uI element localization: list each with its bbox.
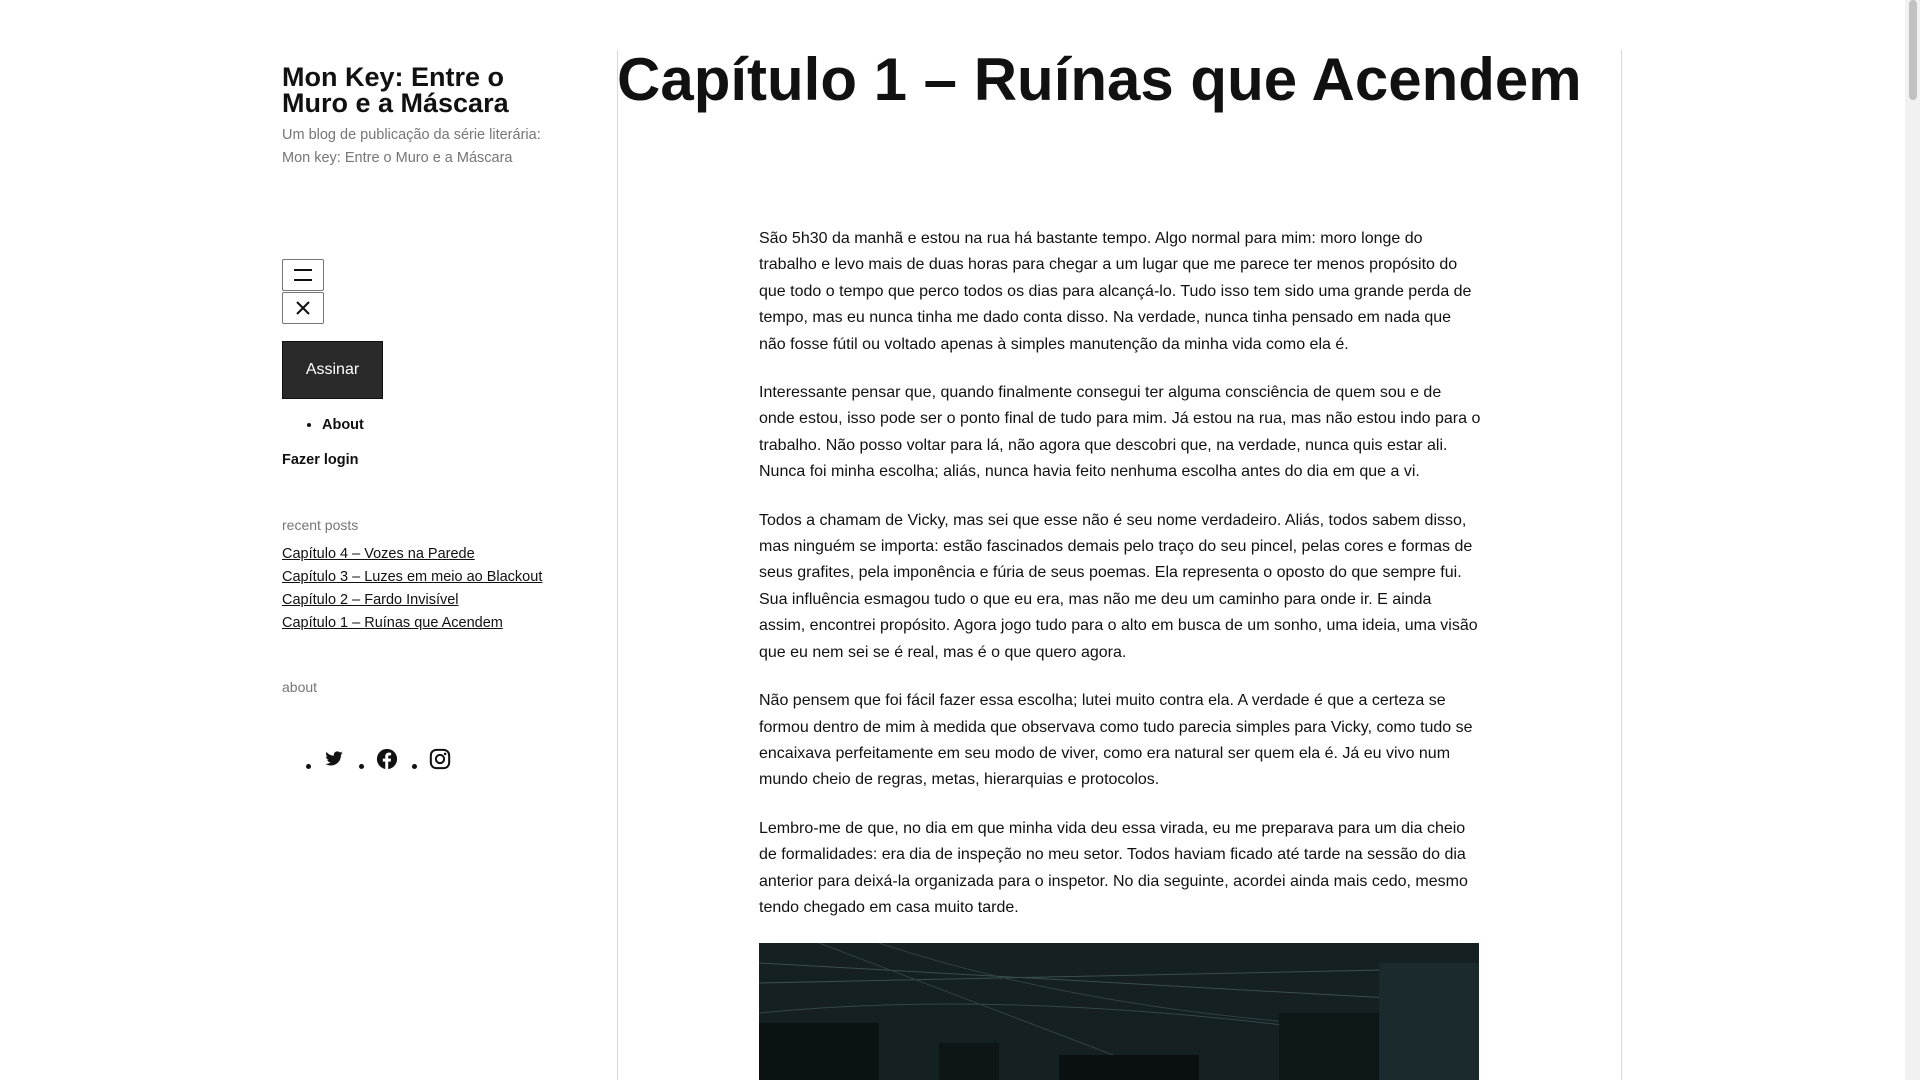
page-scrollbar[interactable]	[1905, 0, 1920, 1080]
site-description: Um blog de publicação da série literária: Mon key: Entre o Muro e a Máscara	[282, 127, 541, 166]
post-paragraph: Interessante pensar que, quando finalmente consegui ter alguma consciência de quem sou e de onde estou, isso pode ser o ponto final de tudo para mim. Já estou na rua, mas não estou indo para o trabalho. Não posso voltar para lá, não agora que descobri que, na verdade, nunca quis estar ali. Nunca foi minha escolha; aliás, nunca havia feito nenhuma escolha antes do dia em que a vi.	[759, 384, 1481, 481]
post-paragraph: Não pensem que foi fácil fazer essa escolha; lutei muito contra ela. A verdade é que a certeza se formou dentro de mim à medida que observava como tudo parecia simples para Vicky, como tudo se encaixava perfeitamente em seu modo de viver, como era natural ser quem ela é. Já eu vivo num mundo cheio de regras, metas, hierarquias e protocolos.	[759, 692, 1473, 789]
list-bullet	[359, 764, 364, 769]
twitter-icon	[323, 748, 345, 768]
recent-post-item	[282, 591, 542, 614]
facebook-icon	[376, 748, 398, 770]
content-divider-right	[1621, 50, 1622, 1080]
recent-posts-heading: recent posts	[282, 517, 359, 533]
nav-item-about[interactable]: • About	[322, 415, 364, 435]
subscribe-button[interactable]: Assinar	[282, 341, 383, 399]
city-night-illustration	[759, 943, 1479, 1080]
menu-open-button[interactable]	[282, 259, 324, 291]
recent-post-link[interactable]: Capítulo 3 – Luzes em meio ao Blackout	[282, 569, 543, 585]
close-icon	[295, 300, 311, 316]
content-divider-left	[617, 50, 618, 1080]
menu-close-button[interactable]	[282, 292, 324, 324]
recent-post-link[interactable]: Capítulo 4 – Vozes na Parede	[282, 546, 475, 562]
social-links	[306, 748, 465, 770]
post-content	[759, 226, 1481, 943]
primary-nav	[282, 415, 364, 435]
recent-post-item	[282, 568, 542, 591]
recent-post-link[interactable]: Capítulo 2 – Fardo Invisível	[282, 592, 459, 608]
about-heading: about	[282, 679, 318, 695]
recent-post-link[interactable]: Capítulo 1 – Ruínas que Acendem	[282, 615, 503, 631]
post-paragraph: São 5h30 da manhã e estou na rua há bastante tempo. Algo normal para mim: moro longe do trabalho e levo mais de duas horas para chegar a um lugar que me parece ter menos propósito do que todo o tempo que perco todos os dias para alcançá-lo. Tudo isso tem sido uma grande perda de tempo, mas eu nunca tinha me dado conta disso. Na verdade, nunca tinha pensado em nada que não fosse fútil ou voltado apenas à simples manutenção da minha vida como ela é.	[759, 230, 1472, 353]
post-title: Capítulo 1 – Ruínas que Acendem	[617, 46, 1582, 113]
recent-post-item	[282, 614, 542, 637]
post-featured-image	[759, 943, 1479, 1080]
list-bullet	[412, 764, 417, 769]
instagram-icon	[429, 748, 451, 770]
facebook-link[interactable]	[376, 748, 398, 770]
post-paragraph: Lembro-me de que, no dia em que minha vida deu essa virada, eu me preparava para um dia cheio de formalidades: era dia de inspeção no meu setor. Todos haviam ficado até tarde na sessão do dia anterior para deixá-la organizada para o inspetor. No dia seguinte, acordei ainda mais cedo, mesmo tendo chegado em casa muito tarde.	[759, 819, 1468, 916]
login-link[interactable]: Fazer login	[282, 452, 359, 468]
list-bullet	[306, 764, 311, 769]
scrollbar-thumb[interactable]	[1909, 0, 1917, 100]
recent-posts-list	[282, 545, 542, 637]
recent-post-item	[282, 545, 542, 568]
post-paragraph: Todos a chamam de Vicky, mas sei que esse não é seu nome verdadeiro. Aliás, todos sabem disso, mas ninguém se importa: estão fascinados demais pelo traço do seu pincel, pelas cores e formas de seus grafites, pela imponência e fúria de seus poemas. Ela representa o oposto do que sempre fui. Sua influência esmagou tudo o que eu era, mas não me deu um caminho para onde ir. E ainda assim, encontrei propósito. Agora jogo tudo para o alto em busca de um sonho, uma ideia, uma visão que eu nem sei se é real, mas é o que quero agora.	[759, 511, 1478, 661]
instagram-link[interactable]	[429, 748, 451, 770]
twitter-link[interactable]	[323, 748, 345, 768]
hamburger-icon	[294, 269, 312, 281]
site-title[interactable]: Mon Key: Entre o Muro e a Máscara	[282, 62, 509, 118]
